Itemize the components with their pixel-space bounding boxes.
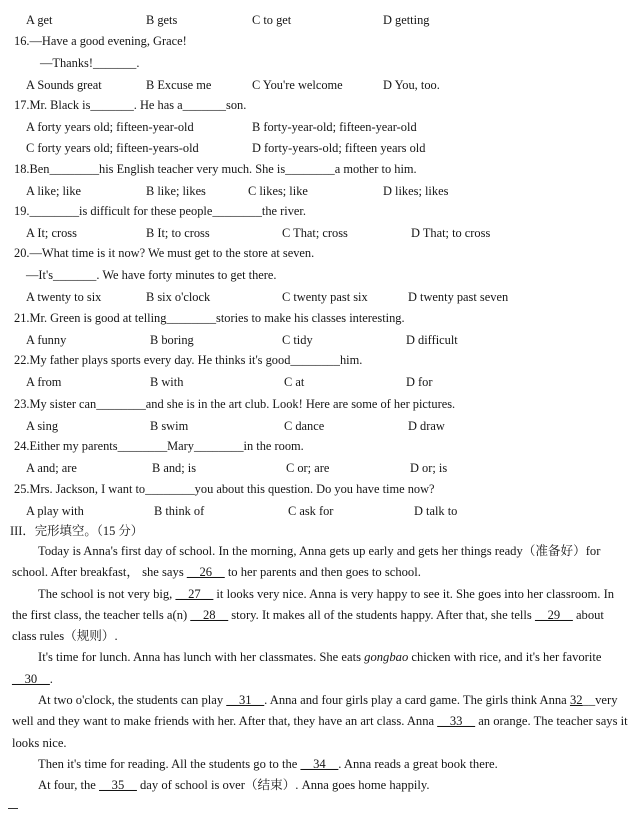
blank-34: __34__ xyxy=(300,756,339,771)
option-c: C dance xyxy=(284,419,325,433)
option-c: C or; are xyxy=(286,461,330,475)
option-b: B like; likes xyxy=(146,184,206,198)
option-c: C to get xyxy=(252,13,292,27)
section-title: III．完形填空。（15 分） xyxy=(10,524,144,538)
option-d: D You, too. xyxy=(383,78,440,92)
option-c: C forty years old; fifteen-years-old xyxy=(26,141,199,155)
blank-26: __26__ xyxy=(186,565,225,580)
option-a: A like; like xyxy=(26,184,82,198)
option-b: B swim xyxy=(150,419,189,433)
option-a: A play with xyxy=(26,504,84,518)
passage-paragraph-6: At four, the __35__ day of school is over（结束）. Anna goes home happily. xyxy=(38,778,430,793)
option-a: A get xyxy=(26,13,53,27)
option-b: B It; to cross xyxy=(146,226,210,240)
option-b: B six o'clock xyxy=(146,290,211,304)
option-b: B boring xyxy=(150,333,194,347)
option-b: B think of xyxy=(154,504,205,518)
blank-27: __27__ xyxy=(175,586,214,601)
question-stem: 22.My father plays sports every day. He thinks it's good________him. xyxy=(14,353,363,367)
passage-paragraph-4: At two o'clock, the students can play __31__. Anna and four girls play a card game. The girls think Anna 32__very well and they want to make friends with her. After that, they have an art class. Anna __33__ an orange. The teacher says it looks nice. xyxy=(12,693,628,750)
option-a: A Sounds great xyxy=(26,78,102,92)
option-c: C That; cross xyxy=(282,226,348,240)
passage-paragraph-2: The school is not very big, __27__ it looks very nice. Anna is very happy to see it. She goes into her classroom. In the first class, the teacher tells a(n) __28__ story. It makes all of the students happy. After that, she tells __29__ about class rules（规则）. xyxy=(12,586,615,644)
option-b: B with xyxy=(150,375,184,389)
question-stem: 25.Mrs. Jackson, I want to________you about this question. Do you have time now? xyxy=(14,482,435,496)
blank-32: 32 xyxy=(569,693,583,708)
option-b: B gets xyxy=(146,13,178,27)
passage-paragraph-3: It's time for lunch. Anna has lunch with her classmates. She eats gongbao chicken with rice, and it's her favorite __30__. xyxy=(12,650,602,686)
option-c: C ask for xyxy=(288,504,334,518)
option-d: D or; is xyxy=(410,461,448,475)
option-c: C You're welcome xyxy=(252,78,343,92)
blank-29: __29__ xyxy=(535,607,573,622)
option-c: C at xyxy=(284,375,305,389)
question-stem: 18.Ben________his English teacher very much. She is________a mother to him. xyxy=(14,162,417,176)
option-d: D difficult xyxy=(406,333,458,347)
option-a: A forty years old; fifteen-year-old xyxy=(26,120,194,134)
passage-paragraph-1: Today is Anna's first day of school. In the morning, Anna gets up early and gets her things ready（准备好）for school. After breakfast， she says __26__ to her parents and then goes to school. xyxy=(12,544,601,580)
blank-30: __30__ xyxy=(12,671,50,686)
blank-35: __35__ xyxy=(99,778,137,793)
question-extra: —It's_______. We have forty minutes to get there. xyxy=(26,268,277,282)
option-b: B forty-year-old; fifteen-year-old xyxy=(252,120,417,134)
option-c: C tidy xyxy=(282,333,313,347)
scan-mark xyxy=(8,808,18,809)
question-extra: —Thanks!_______. xyxy=(40,56,140,70)
option-a: A funny xyxy=(26,333,67,347)
question-stem: 21.Mr. Green is good at telling________stories to make his classes interesting. xyxy=(14,311,405,325)
option-d: D forty-years-old; fifteen years old xyxy=(252,141,426,155)
option-d: D getting xyxy=(383,13,430,27)
option-b: B Excuse me xyxy=(146,78,212,92)
option-a: A from xyxy=(26,375,62,389)
option-d: D likes; likes xyxy=(383,184,449,198)
question-stem: 17.Mr. Black is_______. He has a_______son. xyxy=(14,98,247,112)
question-stem: 19.________is difficult for these people________the river. xyxy=(14,204,306,218)
question-stem: 24.Either my parents________Mary________in the room. xyxy=(14,439,304,453)
option-c: C likes; like xyxy=(248,184,308,198)
option-a: A and; are xyxy=(26,461,77,475)
blank-31: __31__ xyxy=(226,693,265,708)
question-stem: 16.—Have a good evening, Grace! xyxy=(14,34,187,48)
option-c: C twenty past six xyxy=(282,290,368,304)
option-d: D for xyxy=(406,375,433,389)
option-a: A sing xyxy=(26,419,59,433)
question-stem: 20.—What time is it now? We must get to the store at seven. xyxy=(14,246,315,260)
option-d: D talk to xyxy=(414,504,458,518)
passage-paragraph-5: Then it's time for reading. All the students go to the __34__. Anna reads a great book there. xyxy=(38,756,498,771)
option-d: D draw xyxy=(408,419,445,433)
blank-33: __33__ xyxy=(437,714,476,729)
blank-28: __28__ xyxy=(190,607,229,622)
option-a: A twenty to six xyxy=(26,290,102,304)
option-d: D That; to cross xyxy=(411,226,491,240)
option-d: D twenty past seven xyxy=(408,290,509,304)
cloze-passage xyxy=(12,541,630,797)
option-b: B and; is xyxy=(152,461,197,475)
option-a: A It; cross xyxy=(26,226,77,240)
question-stem: 23.My sister can________and she is in the art club. Look! Here are some of her pictures. xyxy=(14,397,456,411)
